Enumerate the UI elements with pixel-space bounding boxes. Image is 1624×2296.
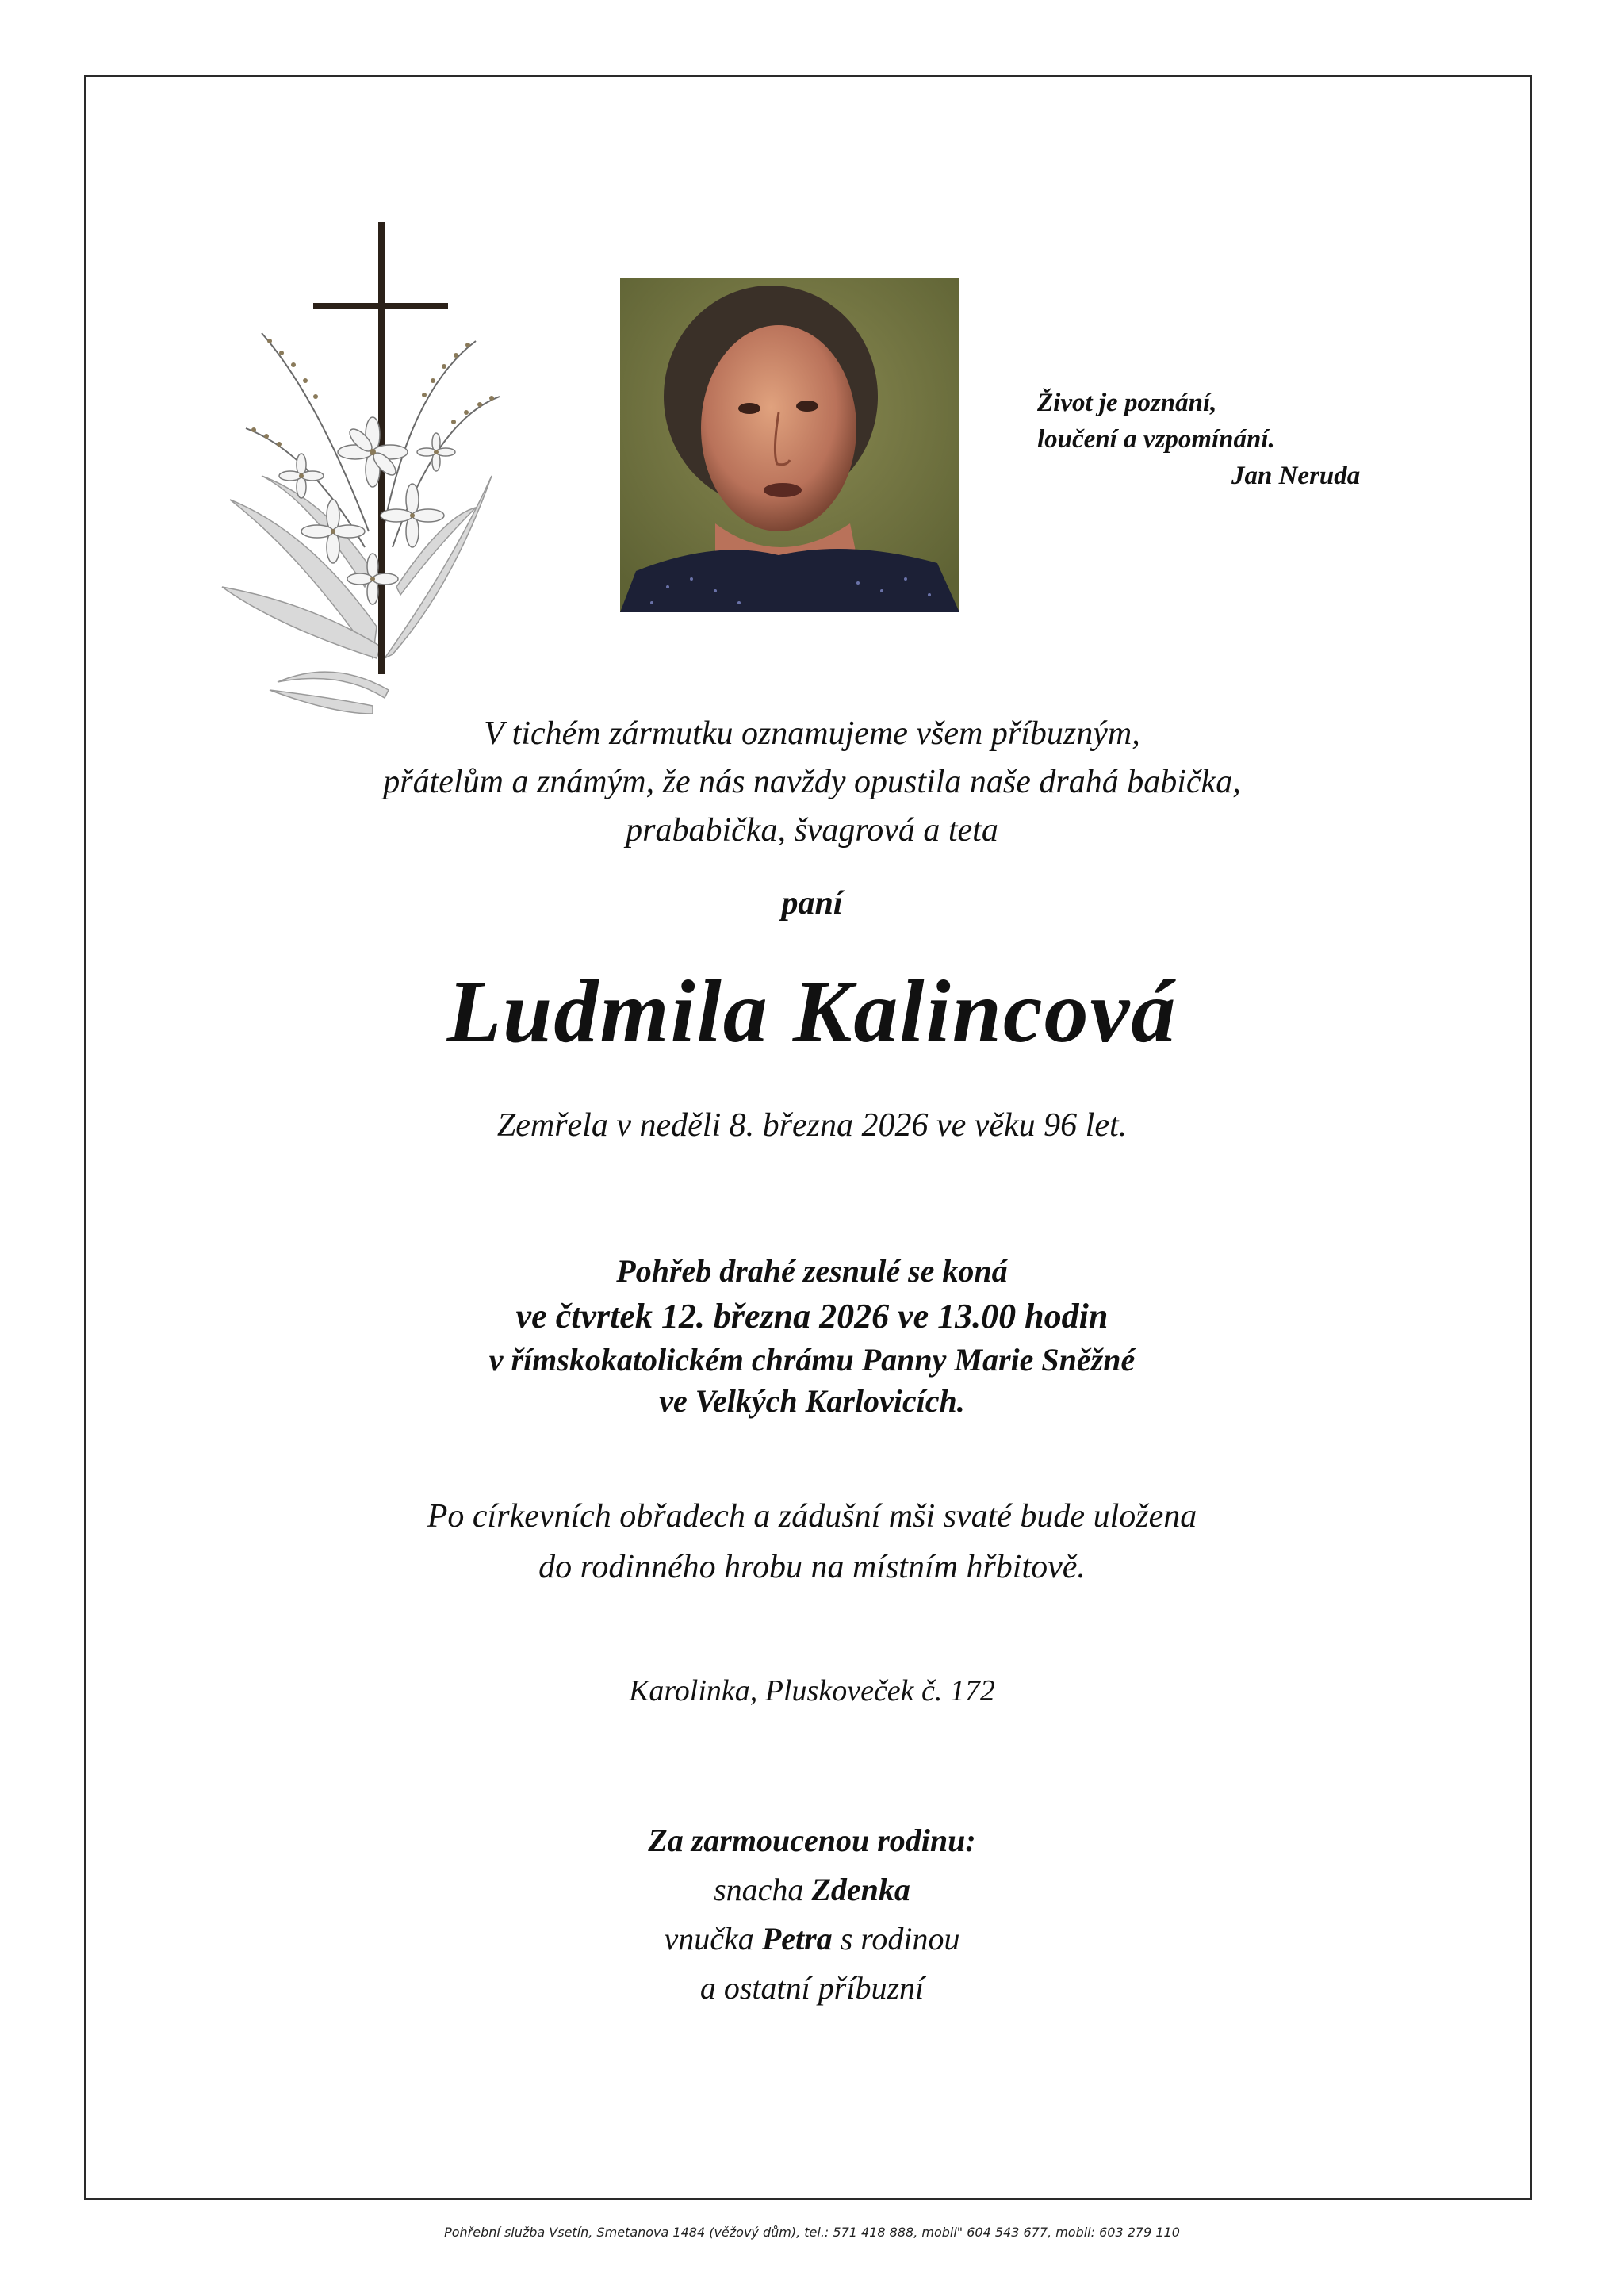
family-relation: vnučka xyxy=(664,1921,762,1957)
family-line: a ostatní příbuzní xyxy=(699,1970,925,2006)
address: Karolinka, Pluskoveček č. 172 xyxy=(629,1674,995,1708)
funeral-town: ve Velkých Karlovicích. xyxy=(659,1383,965,1419)
portrait-photo xyxy=(620,278,959,612)
honorific: paní xyxy=(781,885,843,922)
funeral-info xyxy=(0,1249,1624,1422)
family-signature xyxy=(0,1816,1624,2013)
family-relation-suffix: s rodinou xyxy=(832,1921,960,1957)
deceased-name: Ludmila Kalincová xyxy=(446,963,1178,1061)
cross-with-lilies-icon xyxy=(214,214,508,714)
announcement-line: prababička, švagrová a teta xyxy=(626,812,998,849)
motto-line: Život je poznání, xyxy=(1037,389,1217,417)
announcement-line: V tichém zármutku oznamujeme všem příbuzným, xyxy=(484,715,1140,752)
motto-author: Jan Neruda xyxy=(1231,462,1361,490)
family-relation: snacha xyxy=(714,1872,812,1907)
family-member-name: Zdenka xyxy=(811,1872,910,1907)
burial-line: Po církevních obřadech a zádušní mši svaté bude uložena xyxy=(427,1498,1197,1535)
family-line xyxy=(0,1915,1624,1964)
family-member-name: Petra xyxy=(761,1921,833,1957)
announcement-line: přátelům a známým, že nás navždy opustila naše drahá babička, xyxy=(383,764,1241,800)
motto xyxy=(1037,385,1394,494)
burial-info xyxy=(0,1491,1624,1593)
family-heading: Za zarmoucenou rodinu: xyxy=(648,1823,976,1858)
funeral-service-footer: Pohřební služba Vsetín, Smetanova 1484 (věžový dům), tel.: 571 418 888, mobil" 604 543 677, mobil: 603 279 110 xyxy=(444,2225,1180,2240)
motto-line: loučení a vzpomínání. xyxy=(1037,425,1275,454)
death-notice: Zemřela v neděli 8. března 2026 ve věku 96 let. xyxy=(496,1107,1128,1144)
funeral-place: v římskokatolickém chrámu Panny Marie Sněžné xyxy=(488,1342,1136,1378)
announcement xyxy=(0,710,1624,855)
funeral-line: Pohřeb drahé zesnulé se koná xyxy=(616,1253,1008,1289)
burial-line: do rodinného hrobu na místním hřbitově. xyxy=(538,1549,1086,1585)
family-line xyxy=(0,1865,1624,1915)
funeral-date: ve čtvrtek 12. března 2026 ve 13.00 hodin xyxy=(515,1297,1109,1336)
